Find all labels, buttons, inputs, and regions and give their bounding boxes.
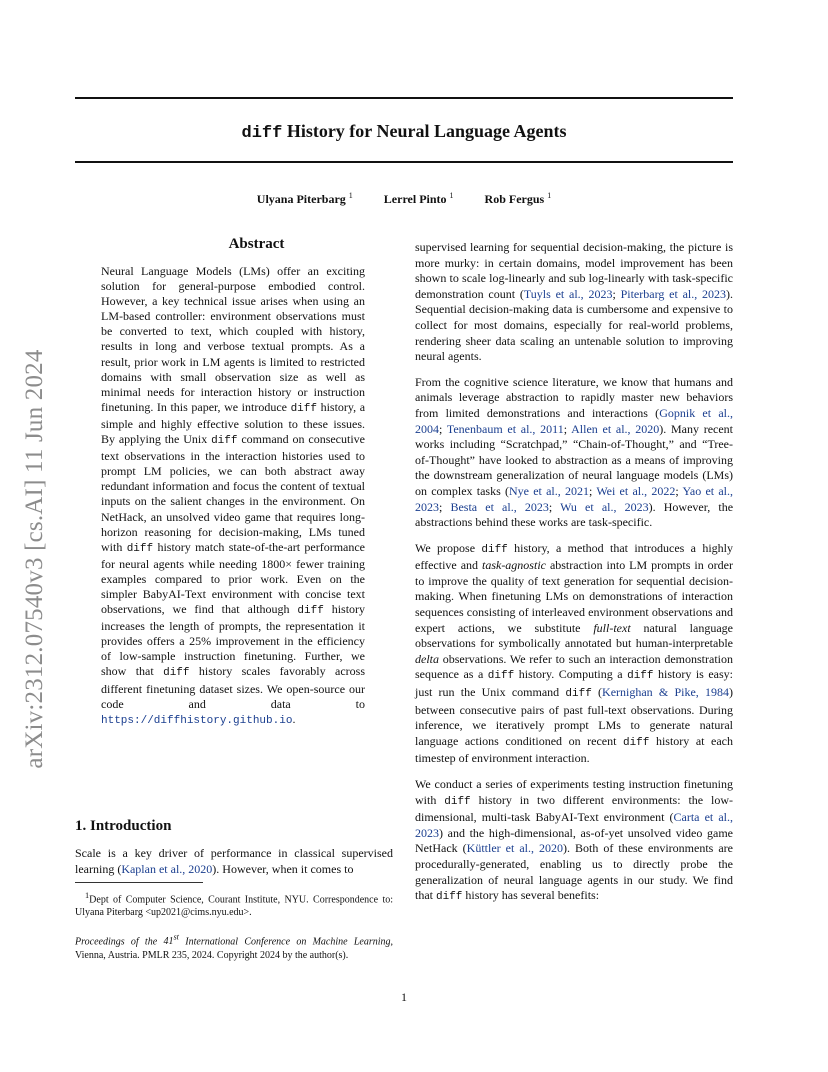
citation-link[interactable]: Küttler et al., 2020 <box>466 841 563 856</box>
title-rule-top <box>75 97 733 99</box>
citation-link[interactable]: Besta et al., 2023 <box>450 499 549 514</box>
author: Ulyana Piterbarg $^1$ <box>256 191 353 206</box>
citation-link[interactable]: Nye et al., 2021 <box>508 483 589 498</box>
title-code: diff <box>241 124 283 143</box>
arxiv-stamp: arXiv:2312.07540v3 [cs.AI] 11 Jun 2024 <box>21 349 48 769</box>
author: Rob Fergus $^1$ <box>484 191 552 206</box>
footnote: $^1$Dept of Computer Science, Courant Institute, NYU. Correspondence to: Ulyana Piterbarg <up2021@cims.nyu.edu>. <box>75 891 393 919</box>
abstract-heading: Abstract <box>228 236 285 252</box>
citation-link[interactable]: Tuyls et al., 2023 <box>523 286 613 301</box>
paper-title <box>75 120 733 145</box>
citation-link[interactable]: Yao et al., 2023 <box>415 483 733 514</box>
project-link[interactable]: https://diffhistory.github.io <box>101 714 293 727</box>
abstract-body: Neural Language Models (LMs) offer an exciting solution for general-purpose embodied control. However, a key technical issue arises when using an LM-based controller: environment observations must be converted to text, which coupled with history, results in long and verbose textual prompts. As a result, prior work in LM agents is limited to restricted domains with small observation size as well as minimal needs for interaction history or instruction finetuning. In this paper, we introduce diff history, a simple and highly effective solution to these issues. By applying the Unix diff command on consecutive text observations in the interaction histories used to prompt LM policies, we can both abstract away redundant information and focus the content of textual inputs on the salient changes in the environment. On NetHack, an unsolved video game that requires long-horizon reasoning for decision-making, LMs tuned with diff history match state-of-the-art performance for neural agents while needing 1800× fewer training examples compared to prior work. Even on the simpler BabyAI-Text environment with concise text observations, we find that although diff history increases the length of prompts, the representation it provides offers a 25% improvement in the efficiency of low-sample instruction finetuning. Further, we show that diff history scales favorably across different finetuning dataset sizes. We open-source our code and data to https://diffhistory.github.io. <box>101 264 366 727</box>
right-column <box>415 240 733 916</box>
citation-link[interactable]: Allen et al., 2020 <box>571 421 660 436</box>
section-heading-introduction: 1. Introduction <box>75 818 172 834</box>
intro-text: Scale is a key driver of performance in classical supervised learning (Kaplan et al., 2020). However, when it comes to <box>75 846 393 876</box>
paragraph: From the cognitive science literature, we know that humans and animals leverage abstraction to rapidly master new behaviors from limited demonstrations and interactions (Gopnik et al., 2004; Tenenbaum et al., 2011; Allen et al., 2020). Many recent works including “Scratchpad,” “Chain-of-Thought,” and “Tree-of-Thought” have looked to abstraction as a means of improving the downstream generalization of neural language models (LMs) on complex tasks (Nye et al., 2021; Wei et al., 2022; Yao et al., 2023; Besta et al., 2023; Wu et al., 2023). However, the abstractions behind these works are task-specific. <box>415 374 734 530</box>
paragraph: We propose diff history, a method that introduces a highly effective and task-agnostic abstraction into LM prompts in order to improve the quality of text generation for sequential decision-making. When finetuning LMs on demonstrations of interaction sequences consisting of interleaved environment observations and expert actions, we substitute full-text natural language observations for symbolically annotated but human-interpretable delta observations. We refer to such an interaction demonstration sequence as a diff history. Computing a diff history is easy: just run the Unix command diff (Kernighan & Pike, 1984) between consecutive pairs of past full-text observations. During inference, we iteratively prompt LMs to generate natural language actions conditioned on recent diff history at each timestep of environment interaction. <box>415 540 734 766</box>
page-number: 1 <box>401 990 407 1004</box>
citation-link[interactable]: Tenenbaum et al., 2011 <box>446 421 564 436</box>
proceedings-note: Proceedings of the 41st International Conference on Machine Learning, Vienna, Austria. PMLR 235, 2024. Copyright 2024 by the author(s). <box>75 933 394 961</box>
author-list <box>75 191 733 207</box>
title-text: History for Neural Language Agents <box>286 121 567 141</box>
citation-link[interactable]: Wei et al., 2022 <box>596 483 676 498</box>
title-rule-bottom <box>75 161 733 163</box>
citation-link[interactable]: Wu et al., 2023 <box>560 499 649 514</box>
citation-link[interactable]: Piterbarg et al., 2023 <box>620 286 727 301</box>
citation-link[interactable]: Kernighan & Pike, 1984 <box>602 685 729 700</box>
footnote-rule <box>75 882 203 883</box>
citation-link[interactable]: Kaplan et al., 2020 <box>121 861 213 876</box>
citation-link[interactable]: Carta et al., 2023 <box>415 810 733 840</box>
paragraph: We conduct a series of experiments testing instruction finetuning with diff history in two different environments: the low-dimensional, multi-task BabyAI-Text environment (Carta et al., 2023) and the high-dimensional, as-of-yet unsolved video game NetHack (Küttler et al., 2020). Both of these environments are procedurally-generated, enabling us to directly probe the generalization of neural language agents in our study. We find that diff history has several benefits: <box>415 777 734 904</box>
citation-link[interactable]: Gopnik et al., 2004 <box>415 405 733 436</box>
paragraph: supervised learning for sequential decision-making, the picture is more murky: in certain domains, model improvement has been shown to scale log-linearly and sub log-linearly with task-specific demonstration count (Tuyls et al., 2023; Piterbarg et al., 2023). Sequential decision-making data is cumbersome and expensive to collect for most domains, especially for real-world problems, rendering sheer data scaling an untenable solution to improving neural agents. <box>415 240 734 364</box>
author: Lerrel Pinto $^1$ <box>383 191 454 206</box>
